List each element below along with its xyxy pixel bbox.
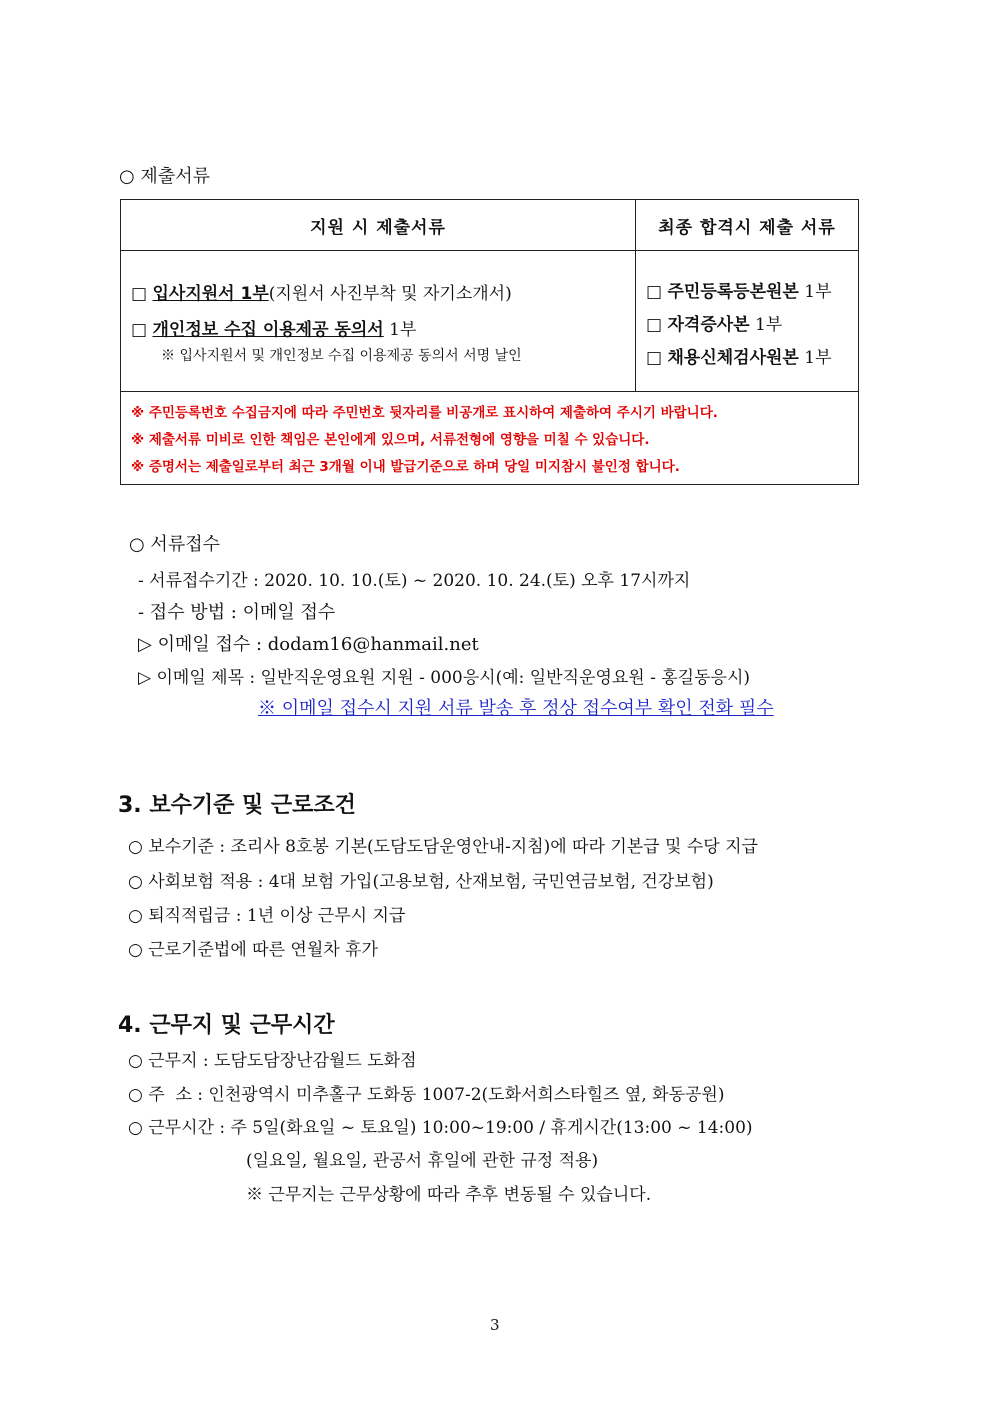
final-docs-cell [636,251,859,392]
receipt-notice: ※ 이메일 접수시 지원 서류 발송 후 정상 접수여부 확인 전화 필수 [258,698,774,719]
email-address: dodam16@hanmail.net [267,634,479,655]
receipt-period: - 서류접수기간 : 2020. 10. 10.(토) ~ 2020. 10. 24.(토) 오후 17시까지 [138,571,691,591]
apply-item: □ 입사지원서 1부(지원서 사진부착 및 자기소개서) [131,284,512,304]
email-label: ▷ 이메일 접수 : [138,634,268,655]
section4-heading: 4. 근무지 및 근무시간 [118,1013,335,1038]
final-item: □ 채용신체검사원본 1부 [646,348,832,368]
apply-note: ※ 입사지원서 및 개인정보 수집 이용제공 동의서 서명 날인 [161,348,522,364]
submission-docs-title: ○ 제출서류 [119,166,210,187]
receipt-subject: ▷ 이메일 제목 : 일반직운영요원 지원 - 000응시(예: 일반직운영요원 - 홍길동응시) [138,668,751,688]
notice-line: ※ 증명서는 제출일로부터 최근 3개월 이내 발급기준으로 하며 당일 미지참시 불인정 합니다. [131,459,680,475]
notice-line: ※ 제출서류 미비로 인한 책임은 본인에게 있으며, 서류전형에 영향을 미칠 수 있습니다. [131,432,650,448]
page-number: 3 [490,1316,500,1334]
final-item: □ 주민등록등본원본 1부 [646,282,832,302]
section4-sub: (일요일, 월요일, 관공서 휴일에 관한 규정 적용) [246,1151,599,1171]
section3-item: ○ 퇴직적립금 : 1년 이상 근무시 지급 [128,906,406,926]
submission-docs-table [120,199,859,485]
section4-item: ○ 주 소 : 인천광역시 미추홀구 도화동 1007-2(도화서희스타힐즈 옆, 화동공원) [128,1085,725,1105]
receipt-email-row [138,630,479,656]
apply-item: □ 개인정보 수집 이용제공 동의서 1부 [131,320,417,340]
section3-heading: 3. 보수기준 및 근로조건 [118,793,356,818]
receipt-method: - 접수 방법 : 이메일 접수 [138,602,336,623]
apply-item-name: 개인정보 수집 이용제공 동의서 [152,320,384,340]
section3-item: ○ 보수기준 : 조리사 8호봉 기본(도담도담운영안내-지침)에 따라 기본급 및 수당 지급 [128,837,758,857]
final-item: □ 자격증사본 1부 [646,315,783,335]
apply-item-name: 입사지원서 1부 [152,284,269,304]
section4-item: ○ 근무지 : 도담도담장난감월드 도화점 [128,1051,417,1071]
section4-sub: ※ 근무지는 근무상황에 따라 추후 변동될 수 있습니다. [246,1185,652,1205]
section4-item: ○ 근무시간 : 주 5일(화요일 ~ 토요일) 10:00~19:00 / 휴게시간(13:00 ~ 14:00) [128,1118,753,1138]
col-header-apply: 지원 시 제출서류 [121,200,636,251]
notes-cell [121,392,859,485]
receipt-title: ○ 서류접수 [129,534,220,555]
col-header-final: 최종 합격시 제출 서류 [636,200,859,251]
apply-docs-cell [121,251,636,392]
section3-item: ○ 사회보험 적용 : 4대 보험 가입(고용보험, 산재보험, 국민연금보험, 건강보험) [128,872,714,892]
section3-item: ○ 근로기준법에 따른 연월차 휴가 [128,940,378,960]
notice-line: ※ 주민등록번호 수집금지에 따라 주민번호 뒷자리를 비공개로 표시하여 제출하여 주시기 바랍니다. [131,405,718,421]
